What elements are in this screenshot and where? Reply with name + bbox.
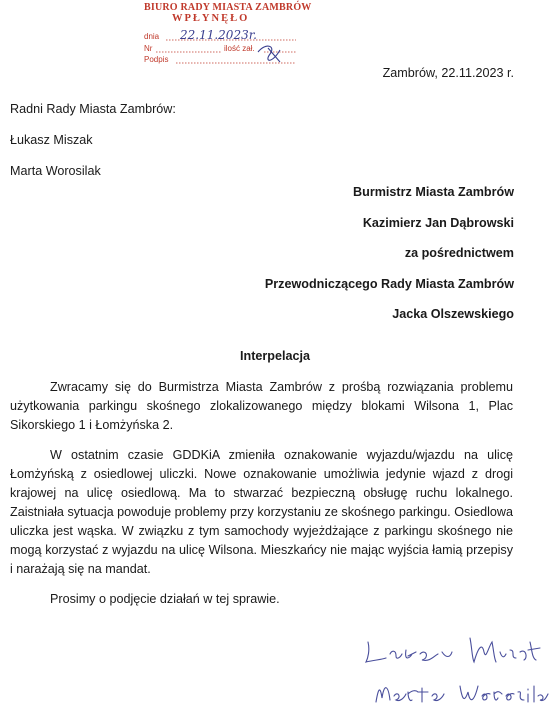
stamp-lines — [140, 2, 298, 64]
sender-name: Łukasz Miszak — [10, 133, 93, 147]
stamp-initials — [258, 46, 280, 62]
signatures-block — [360, 628, 550, 718]
signature-marta-worosilak — [376, 686, 548, 702]
stamp-signature-label: Podpis — [144, 55, 169, 64]
document-title: Interpelacja — [240, 349, 310, 363]
document-body — [10, 378, 513, 620]
sender-name: Marta Worosilak — [10, 164, 101, 178]
registry-stamp — [140, 2, 312, 64]
body-paragraph: Zwracamy się do Burmistrza Miasta Zambrów z prośbą rozwiązania problemu użytkowania parkingu skośnego zlokalizowanego między blokami Wilsona 1, Plac Sikorskiego 1 i Łomżyńska 2. — [10, 380, 513, 432]
senders-heading: Radni Rady Miasta Zambrów: — [10, 102, 176, 116]
signature-drawings — [360, 628, 550, 718]
recipients-block — [265, 177, 514, 330]
recipient-line: Kazimierz Jan Dąbrowski — [362, 215, 514, 230]
stamp-office: BIURO RADY MIASTA ZAMBRÓW — [144, 2, 312, 13]
recipient-line: Burmistrz Miasta Zambrów — [353, 185, 514, 199]
stamp-received: WPŁYNĘŁO — [172, 13, 250, 24]
recipient-line: Jacka Olszewskiego — [392, 307, 514, 321]
stamp-no-label: Nr — [144, 44, 153, 53]
body-paragraph: Prosimy o podjęcie działań w tej sprawie. — [50, 592, 280, 606]
body-paragraph: W ostatnim czasie GDDKiA zmieniła oznakowanie wyjazdu/wjazdu na ulicę Łomżyńską z osiedlowej uliczki. Nowe oznakowanie umożliwia jedynie wjazd z drogi krajowej na ulicę osiedlową. Ma to stwarzać bezpieczną obsługę ruchu lokalnego. Zaistniała sytuacja powoduje problemy przy korzystaniu ze skośnego parkingu. Osiedlowa uliczka jest wąska. W związku z tym samochody wyjeżdżające z parkingu skośnego nie mogą korzystać z wyjazdu na ulicę Wilsona. Mieszkańcy nie mając wyjścia łamią przepisy i narażają się na mandat. — [10, 448, 513, 576]
recipient-line: za pośrednictwem — [404, 246, 514, 260]
stamp-date-handwritten: 22.11.2023r. — [180, 28, 257, 42]
stamp-date-label: dnia — [144, 32, 160, 41]
senders-block — [10, 94, 176, 187]
stamp-attachments: ilość zał. — [224, 44, 255, 53]
place-and-date: Zambrów, 22.11.2023 r. — [382, 66, 514, 80]
recipient-line: Przewodniczącego Rady Miasta Zambrów — [264, 276, 514, 291]
signature-lukasz-miszak — [366, 638, 540, 662]
